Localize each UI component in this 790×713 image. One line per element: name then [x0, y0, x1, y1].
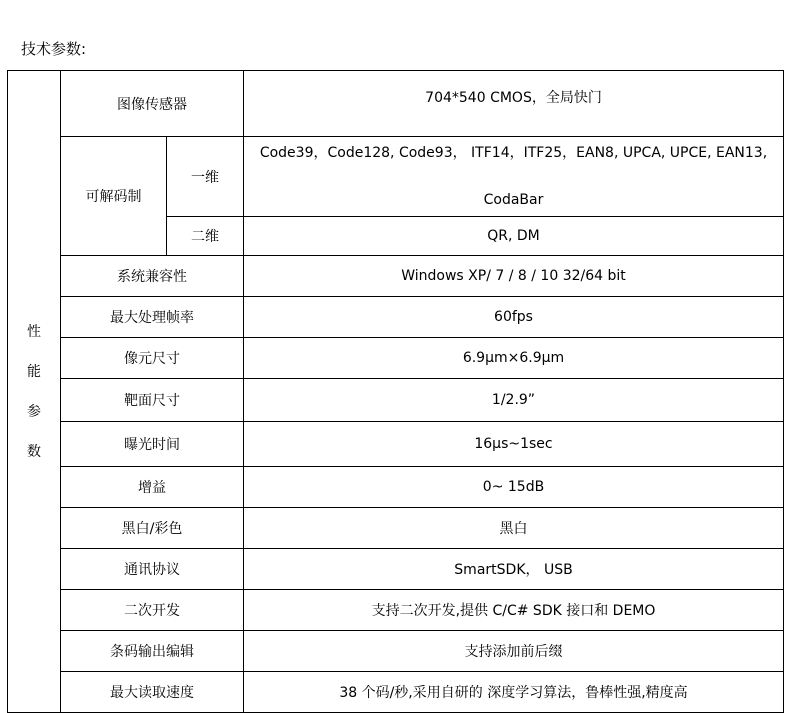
table-row — [8, 590, 784, 631]
row-label: 像元尺寸 — [61, 338, 244, 379]
table-row — [8, 338, 784, 379]
row-value: QR, DM — [244, 217, 784, 256]
row-label: 通讯协议 — [61, 549, 244, 590]
table-row — [8, 256, 784, 297]
category-char: 参 — [27, 403, 41, 420]
table-row — [8, 297, 784, 338]
row-label: 黑白/彩色 — [61, 508, 244, 549]
table-row — [8, 137, 784, 217]
row-value: 支持添加前后缀 — [244, 631, 784, 672]
row-value: 0~ 15dB — [244, 467, 784, 508]
table-row — [8, 508, 784, 549]
row-value — [244, 137, 784, 217]
row-label: 系统兼容性 — [61, 256, 244, 297]
row-value: 6.9μm×6.9μm — [244, 338, 784, 379]
table-row — [8, 631, 784, 672]
row-label: 可解码制 — [61, 137, 167, 256]
value-line: CodaBar — [483, 191, 544, 208]
sub-label: 一维 — [167, 137, 244, 217]
row-value: 支持二次开发,提供 C/C# SDK 接口和 DEMO — [244, 590, 784, 631]
spec-table — [7, 70, 784, 713]
row-value: 16μs~1sec — [244, 422, 784, 467]
table-row — [8, 379, 784, 422]
row-label: 最大处理帧率 — [61, 297, 244, 338]
category-char: 性 — [27, 323, 41, 340]
table-row — [8, 549, 784, 590]
row-label: 靶面尺寸 — [61, 379, 244, 422]
row-label: 条码输出编辑 — [61, 631, 244, 672]
row-value: 1/2.9” — [244, 379, 784, 422]
table-row — [8, 422, 784, 467]
row-value: SmartSDK， USB — [244, 549, 784, 590]
row-label: 最大读取速度 — [61, 672, 244, 713]
row-value: 704*540 CMOS，全局快门 — [244, 71, 784, 137]
category-char: 能 — [27, 363, 41, 380]
sub-label: 二维 — [167, 217, 244, 256]
row-label: 二次开发 — [61, 590, 244, 631]
category-char: 数 — [27, 443, 41, 460]
row-label: 曝光时间 — [61, 422, 244, 467]
table-row — [8, 467, 784, 508]
row-value: 38 个码/秒,采用自研的 深度学习算法，鲁棒性强,精度高 — [244, 672, 784, 713]
row-value: 黑白 — [244, 508, 784, 549]
row-value: Windows XP/ 7 / 8 / 10 32/64 bit — [244, 256, 784, 297]
row-label: 图像传感器 — [61, 71, 244, 137]
category-cell — [8, 71, 61, 713]
table-row — [8, 672, 784, 713]
table-row — [8, 71, 784, 137]
row-label: 增益 — [61, 467, 244, 508]
row-value: 60fps — [244, 297, 784, 338]
section-heading: 技术参数: — [21, 40, 87, 58]
value-line: Code39，Code128, Code93， ITF14，ITF25，EAN8, UPCA, UPCE, EAN13, — [259, 144, 768, 161]
